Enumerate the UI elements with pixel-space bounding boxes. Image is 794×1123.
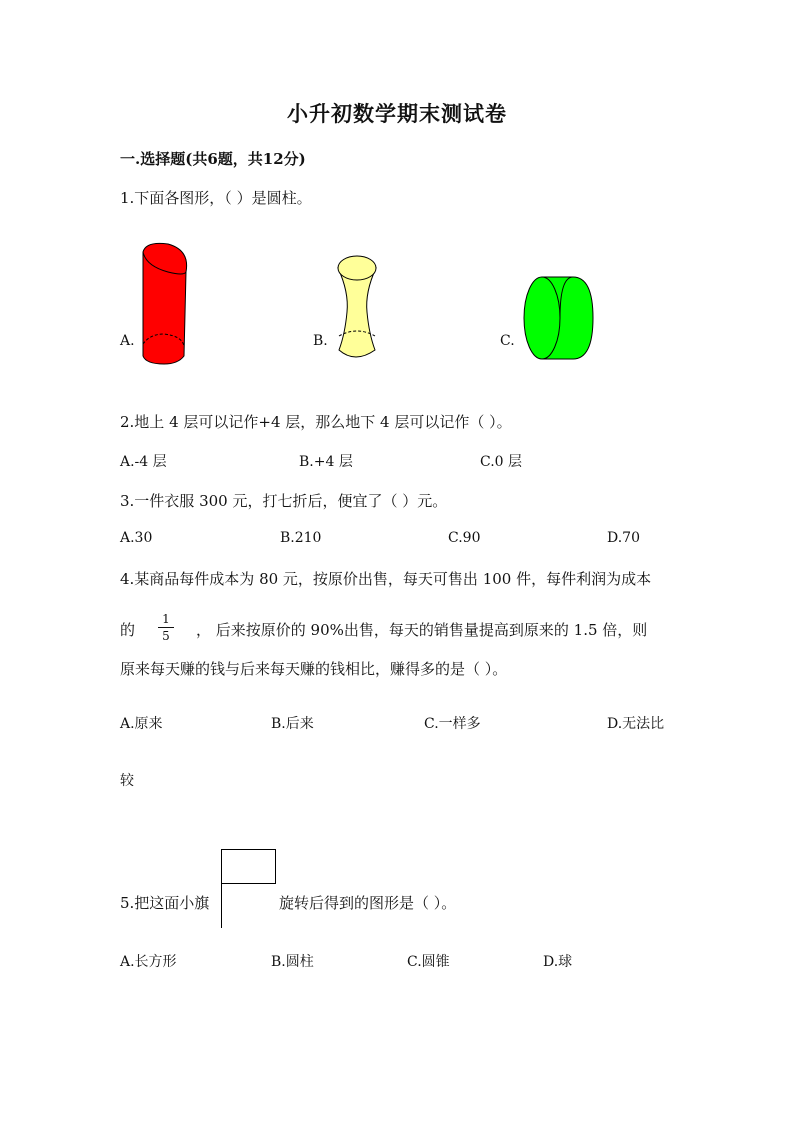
question-4-line-2-prefix: 的 (120, 621, 136, 639)
question-5-option-d[interactable]: D.球 (543, 954, 573, 970)
fraction-denominator: 5 (162, 629, 170, 643)
question-2-option-c[interactable]: C.0 层 (480, 454, 523, 470)
question-5-stem-suffix: 旋转后得到的图形是（ ）。 (279, 894, 457, 912)
question-4-line-1: 4.某商品每件成本为 80 元，按原价出售，每天可售出 100 件，每件利润为成本 (120, 570, 652, 588)
question-4-option-c[interactable]: C.一样多 (424, 716, 481, 732)
question-4-option-d[interactable]: D.无法比 (607, 716, 665, 732)
question-1-stem: 1.下面各图形，（ ）是圆柱。 (120, 189, 312, 207)
question-4-option-b[interactable]: B.后来 (271, 716, 314, 732)
question-1-option-c[interactable]: C. (500, 333, 515, 349)
question-2-option-a[interactable]: A.-4 层 (120, 454, 167, 470)
question-5-option-a[interactable]: A.长方形 (120, 954, 177, 970)
red-slanted-cylinder-figure (138, 240, 194, 370)
page-title: 小升初数学期末测试卷 (287, 101, 507, 126)
section-heading: 一.选择题(共6题，共12分) (120, 150, 306, 168)
question-5-option-c[interactable]: C.圆锥 (407, 954, 450, 970)
fraction-one-fifth (158, 612, 174, 643)
question-4-line-3: 原来每天赚的钱与后来每天赚的钱相比，赚得多的是（ ）。 (120, 660, 508, 678)
question-3-option-a[interactable]: A.30 (120, 530, 153, 546)
question-4-line-2-suffix: ， 后来按原价的 90%出售，每天的销售量提高到原来的 1.5 倍，则 (196, 621, 648, 639)
yellow-hourglass-figure (333, 252, 381, 366)
question-2-stem: 2.地上 4 层可以记作+4 层，那么地下 4 层可以记作（ ）。 (120, 413, 512, 431)
question-3-option-b[interactable]: B.210 (280, 530, 322, 546)
question-3-option-c[interactable]: C.90 (448, 530, 481, 546)
question-4-option-a[interactable]: A.原来 (120, 716, 163, 732)
question-3-stem: 3.一件衣服 300 元，打七折后，便宜了（ ）元。 (120, 492, 448, 510)
fraction-numerator: 1 (162, 612, 170, 626)
question-5-option-b[interactable]: B.圆柱 (271, 954, 314, 970)
question-1-option-b[interactable]: B. (313, 333, 328, 349)
question-1-option-a[interactable]: A. (120, 333, 135, 349)
green-side-cylinder-figure (520, 274, 598, 364)
question-2-option-b[interactable]: B.+4 层 (299, 454, 353, 470)
question-5-stem-prefix: 5.把这面小旗 (120, 894, 210, 912)
question-3-option-d[interactable]: D.70 (607, 530, 640, 546)
flag-figure (219, 848, 279, 930)
question-4-option-d-wrap: 较 (120, 773, 134, 789)
fraction-bar (158, 627, 174, 628)
